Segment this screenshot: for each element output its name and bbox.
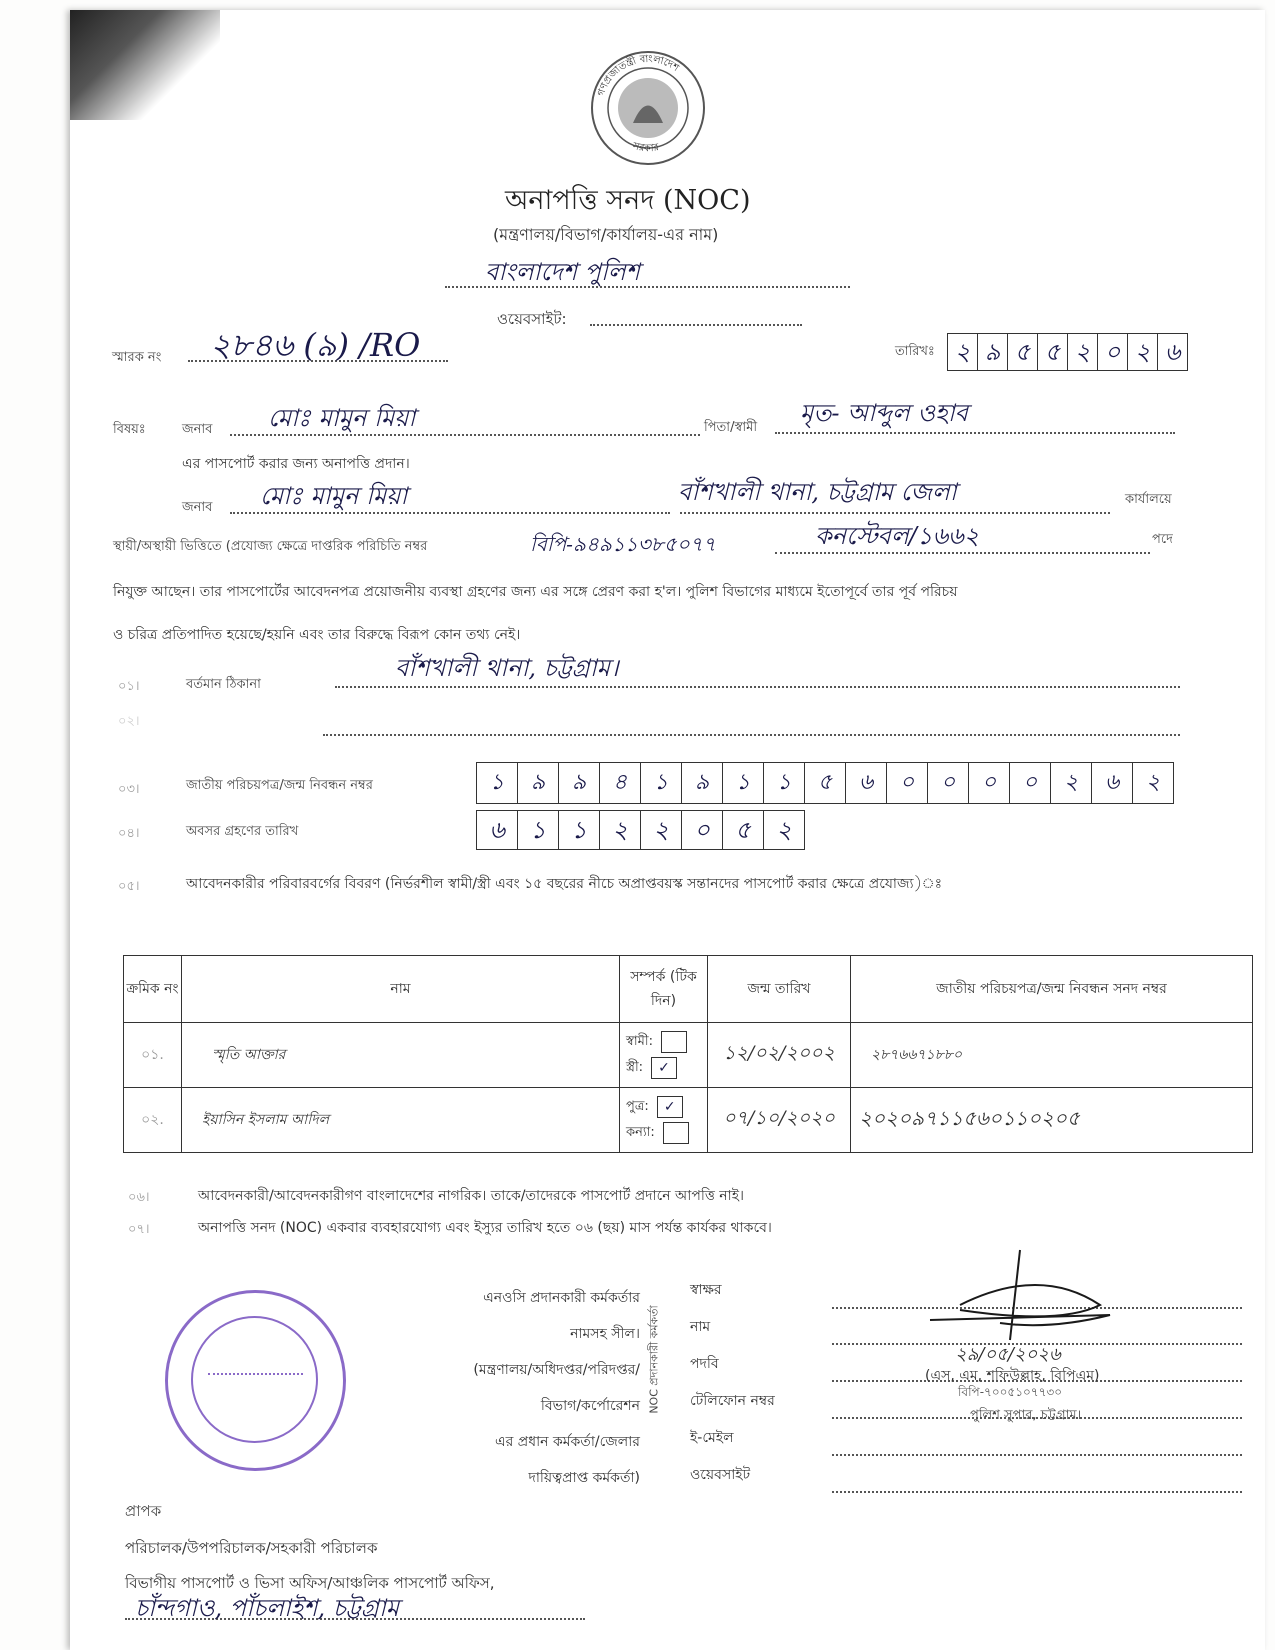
digit-box: ৫ [723,811,764,849]
digit-box: ২ [1145,770,1161,795]
col-nid: জাতীয় পরিচয়পত্র/জন্ম নিবন্ধন সনদ নম্বর [851,956,1253,1023]
digit-box: ৬ [477,811,518,849]
subject-janab: জনাব [182,422,213,437]
id-value: বিপি-৯৪৯১১৩৮৫০৭৭ [530,532,716,556]
memo-label: স্মারক নং [112,350,162,365]
recipient-line3: চাঁন্দগাও, পাঁচলাইশ, চট্টগ্রাম [135,1594,400,1622]
address-value: বাঁশখালী থানা, চট্টগ্রাম। [395,654,619,682]
digit-box: ৪ [600,763,641,803]
item1-number: ০১। [118,679,140,694]
digit-box: ৯ [518,763,559,803]
office-seal [165,1290,346,1471]
signature-drawing [900,1245,1140,1355]
digit-box: ০ [969,763,1010,803]
retire-label: অবসর গ্রহণের তারিখ [186,824,299,839]
post-label: পদে [1152,532,1173,547]
nid-label: জাতীয় পরিচয়পত্র/জন্ম নিবন্ধন নম্বর [186,778,373,793]
svg-text:গণপ্রজাতন্ত্রী বাংলাদেশ: গণপ্রজাতন্ত্রী বাংলাদেশ [595,53,681,98]
digit-box: ২ [948,334,978,370]
family-label: আবেদনকারীর পরিবারবর্গের বিবরণ (নির্ভরশীল স্বামী/স্ত্রী এবং ১৫ বছরের নীচে অপ্রাপ্তবয়স্ক সন্তানদের পাসপোর্ট করার ক্ষেত্রে প্রযোজ্য)ঃ [186,876,943,892]
recipient-line2: বিভাগীয় পাসপোর্ট ও ভিসা অফিস/আঞ্চলিক পাসপোর্ট অফিস, [125,1574,495,1592]
note6-text: আবেদনকারী/আবেদনকারীগণ বাংলাদেশের নাগরিক। তাকে/তাদেরকে পাসপোর্ট প্রদানে আপত্তি নাই। [198,1188,745,1204]
father-value: মৃত- আব্দুল ওহাব [800,399,969,427]
checkbox-husband [661,1031,687,1053]
body-para2: ও চরিত্র প্রতিপাদিত হয়েছে/হয়নি এবং তার বিরুদ্ধে বিরূপ কোন তথ্য নেই। [113,627,521,643]
digit-box: ০ [1098,334,1128,370]
note7-text: অনাপত্তি সনদ (NOC) একবার ব্যবহারযোগ্য এবং ইস্যুর তারিখ হতে ০৬ (ছয়) মাস পর্যন্ত কার্যকর থাকবে। [198,1220,772,1236]
digit-box: ১ [559,811,600,849]
body-name: মোঃ মামুন মিয়া [260,482,408,510]
note7-number: ০৭। [128,1222,150,1237]
officer-post: পুলিশ সুপার, চট্টগ্রাম। [970,1408,1082,1423]
family-table [123,955,1253,1153]
digit-box: ১ [518,811,559,849]
digit-box: ৫ [805,763,846,803]
body-janab: জনাব [182,500,213,515]
digit-box: ২ [600,811,641,849]
scan-shadow [70,10,220,120]
officer-id: বিপি-৭০০৫১০৭৭৩০ [958,1385,1063,1399]
item3-number: ০৩। [118,782,140,797]
office-value: বাঁশখালী থানা, চট্টগ্রাম জেলা [678,478,957,506]
digit-box: ০ [887,763,928,803]
sign-date: ২৯/০৫/২০২৬ [955,1344,1061,1365]
officer-name: (এস, এম, শফিউল্লাহ, বিপিএম) [925,1368,1100,1384]
digit-box: ০ [682,811,723,849]
digit-box: ৯ [682,763,723,803]
checkbox-son: ✓ [657,1096,683,1118]
recipient-label: প্রাপক [125,1502,162,1520]
nid-boxes [476,762,1174,804]
digit-box: ১ [723,763,764,803]
digit-box: ২ [1051,763,1092,803]
table-row: ০১. স্মৃতি আক্তার স্বামী: স্ত্রী: ✓ ১২/০২/২০০২ ২৮৭৬৬৭১৮৮০ [124,1023,1253,1088]
digit-box: ৫ [1008,334,1038,370]
signatory-fields: স্বাক্ষর নাম পদবি টেলিফোন নম্বর ই-মেইল ওয়েবসাইট [690,1282,775,1483]
address-label: বর্তমান ঠিকানা [186,677,261,692]
digit-box: ২ [1068,334,1098,370]
digit-box: ২ [1128,334,1158,370]
note6-number: ০৬। [128,1190,150,1205]
table-row: ০২. ইয়াসিন ইসলাম আদিল পুত্র: ✓ কন্যা: ০৭/১০/২০২০ ২০২০৯৭১১৫৬০১১০২০৫ [124,1088,1253,1153]
basis-text: স্থায়ী/অস্থায়ী ভিত্তিতে (প্রযোজ্য ক্ষেত্রে দাপ্তরিক পরিচিতি নম্বর [113,539,428,554]
digit-box: ৯ [978,334,1008,370]
memo-value: ২৮৪৬ (৯) /RO [210,326,421,364]
digit-box: ০ [928,763,969,803]
col-serial: ক্রমিক নং [124,956,182,1023]
recipient-line1: পরিচালক/উপপরিচালক/সহকারী পরিচালক [125,1539,378,1557]
digit-box: ৫ [1038,334,1068,370]
subtitle: (মন্ত্রণালয়/বিভাগ/কার্যালয়-এর নাম) [493,225,719,244]
subject-name: মোঃ মামুন মিয়া [268,404,416,432]
col-dob: জন্ম তারিখ [708,956,851,1023]
page-title: অনাপত্তি সনদ (NOC) [505,185,751,216]
website-field [590,310,802,326]
col-relation: সম্পর্ক (টিক দিন) [620,956,708,1023]
signatory-left: এনওসি প্রদানকারী কর্মকর্তার নামসহ সীল। (মন্ত্রণালয়/অধিদপ্তর/পরিদপ্তর/ বিভাগ/কর্পোরেশন এর প্রধান কর্মকর্তা/জেলার দায়িত্বপ্রাপ্ত কর্মকর্তা) [473,1290,640,1486]
digit-box: ১ [641,763,682,803]
digit-box: ৬ [846,763,887,803]
item4-number: ০৪। [118,826,140,841]
government-emblem [588,48,708,168]
father-label: পিতা/স্বামী [704,420,758,435]
office-label: কার্যালয়ে [1125,492,1172,507]
digit-box: ৬ [1164,338,1181,366]
ministry-name: বাংলাদেশ পুলিশ [485,258,640,286]
digit-box: ১ [764,763,805,803]
date-boxes [947,333,1188,371]
checkbox-daughter [663,1122,689,1144]
subject-line2: এর পাসপোর্ট করার জন্য অনাপত্তি প্রদান। [182,456,410,472]
website-label: ওয়েবসাইট: [497,310,567,328]
digit-box: ১ [477,763,518,803]
digit-box: ২ [776,816,792,844]
body-para1: নিযুক্ত আছেন। তার পাসপোর্টের আবেদনপত্র প্রয়োজনীয় ব্যবস্থা গ্রহণের জন্য এর সঙ্গে প্রেরণ করা হ'ল। পুলিশ বিভাগের মাধ্যমে ইতোপূর্বে তার পূর্ব পরিচয় [113,584,958,600]
date-label: তারিখঃ [895,344,935,359]
digit-box: ৬ [1092,763,1133,803]
digit-box: ২ [641,811,682,849]
item2-number: ০২। [118,714,140,729]
col-name: নাম [182,956,620,1023]
subject-label: বিষয়ঃ [113,422,146,437]
vertical-label: NOC প্রদানকারী কর্মকর্তা [647,1305,661,1414]
svg-text:সরকার: সরকার [631,140,660,155]
retire-boxes [476,810,805,850]
post-value: কনস্টেবল/১৬৬২ [815,522,980,550]
item5-number: ০৫। [118,879,140,894]
digit-box: ৯ [559,763,600,803]
checkbox-wife: ✓ [651,1057,677,1079]
digit-box: ০ [1010,763,1051,803]
